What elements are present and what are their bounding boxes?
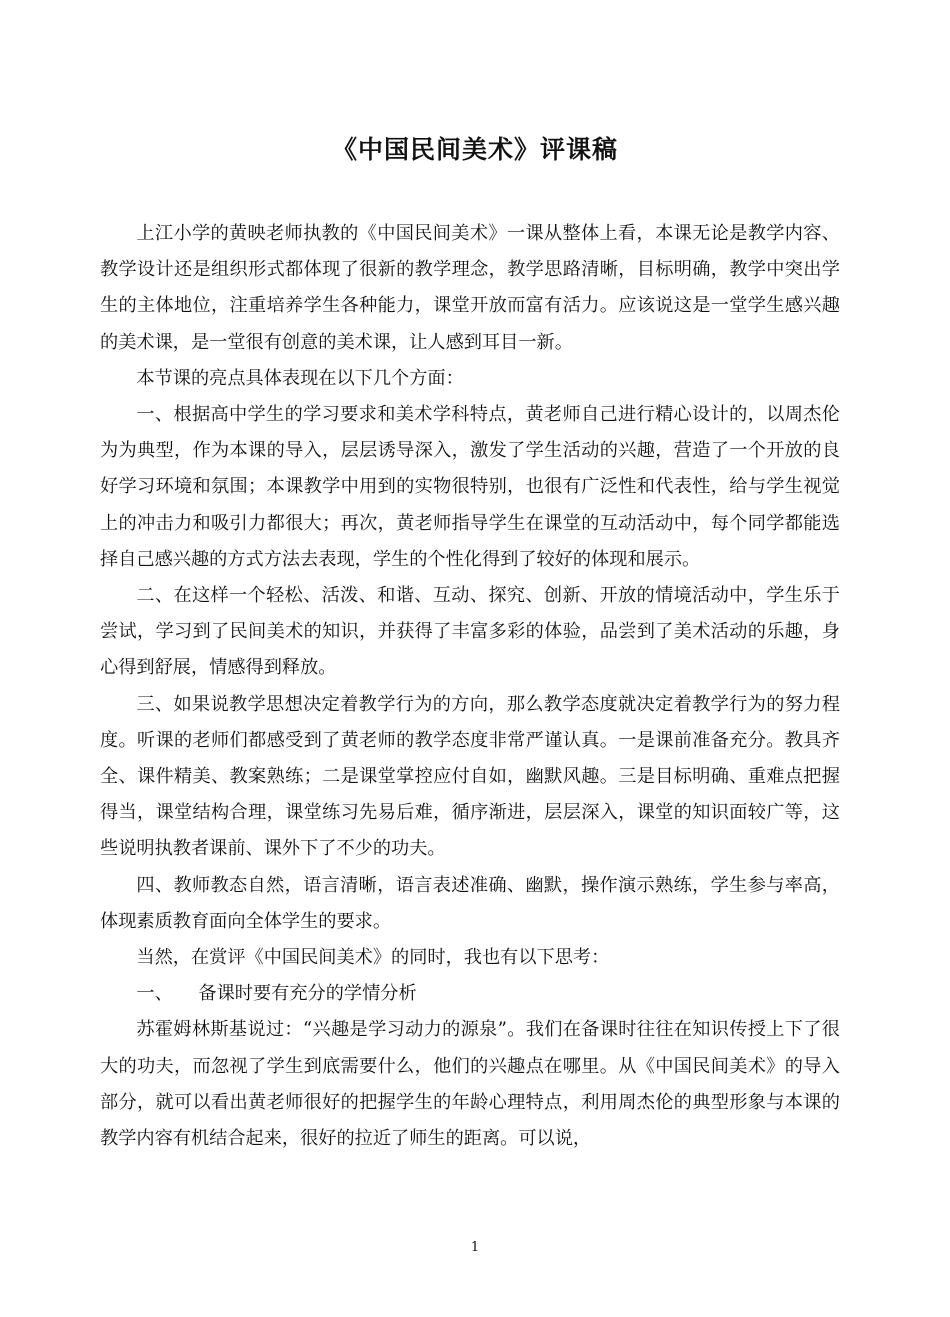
paragraph-highlights-lead: 本节课的亮点具体表现在以下几个方面： <box>136 367 464 389</box>
numbered-heading <box>100 976 840 1012</box>
paragraph-reflection-lead: 当然，在赏评《中国民间美术》的同时，我也有以下思考： <box>136 947 610 969</box>
document-title: 《中国民间美术》评课稿 <box>331 135 618 164</box>
numbered-heading-number: 一、 <box>136 983 173 1005</box>
document-body <box>100 216 840 1157</box>
paragraph-intro: 上江小学的黄映老师执教的《中国民间美术》一课从整体上看，本课无论是教学内容、教学设计还是组织形式都体现了很新的教学理念，教学思路清晰，目标明确，教学中突出学生的主体地位，注重培养学生各种能力，课堂开放而富有活力。应该说这是一堂学生感兴趣的美术课，是一堂很有创意的美术课，让人感到耳目一新。 <box>100 223 840 353</box>
numbered-heading-text: 备课时要有充分的学情分析 <box>198 983 417 1005</box>
paragraph-point-four: 四、教师教态自然，语言清晰，语言表述准确、幽默，操作演示熟练，学生参与率高，体现素质教育面向全体学生的要求。 <box>100 874 840 932</box>
paragraph-point-three: 三、如果说教学思想决定着教学行为的方向，那么教学态度就决定着教学行为的努力程度。听课的老师们都感受到了黄老师的教学态度非常严谨认真。一是课前准备充分。教具齐全、课件精美、教案熟练；二是课堂掌控应付自如，幽默风趣。三是目标明确、重难点把握得当，课堂结构合理，课堂练习先易后难，循序渐进，层层深入，课堂的知识面较广等，这些说明执教者课前、课外下了不少的功夫。 <box>100 693 840 860</box>
paragraph-point-two: 二、在这样一个轻松、活泼、和谐、互动、探究、创新、开放的情境活动中，学生乐于尝试，学习到了民间美术的知识，并获得了丰富多彩的体验，品尝到了美术活动的乐趣，身心得到舒展，情感得到释放。 <box>100 585 840 679</box>
paragraph-point-one: 一、根据高中学生的学习要求和美术学科特点，黄老师自己进行精心设计的，以周杰伦为为典型，作为本课的导入，层层诱导深入，激发了学生活动的兴趣，营造了一个开放的良好学习环境和氛围；本课教学中用到的实物很特别，也很有广泛性和代表性，给与学生视觉上的冲击力和吸引力都很大；再次，黄老师指导学生在课堂的互动活动中，每个同学都能选择自己感兴趣的方式方法去表现，学生的个性化得到了较好的体现和展示。 <box>100 404 840 570</box>
page-number: 1 <box>470 1240 480 1255</box>
paragraph-closing: 苏霍姆林斯基说过：“兴趣是学习动力的源泉”。我们在备课时往往在知识传授上下了很大的功夫，而忽视了学生到底需要什么，他们的兴趣点在哪里。从《中国民间美术》的导入部分，就可以看出黄老师很好的把握学生的年龄心理特点，利用周杰伦的典型形象与本课的教学内容有机结合起来，很好的拉近了师生的距离。可以说， <box>100 1019 840 1150</box>
